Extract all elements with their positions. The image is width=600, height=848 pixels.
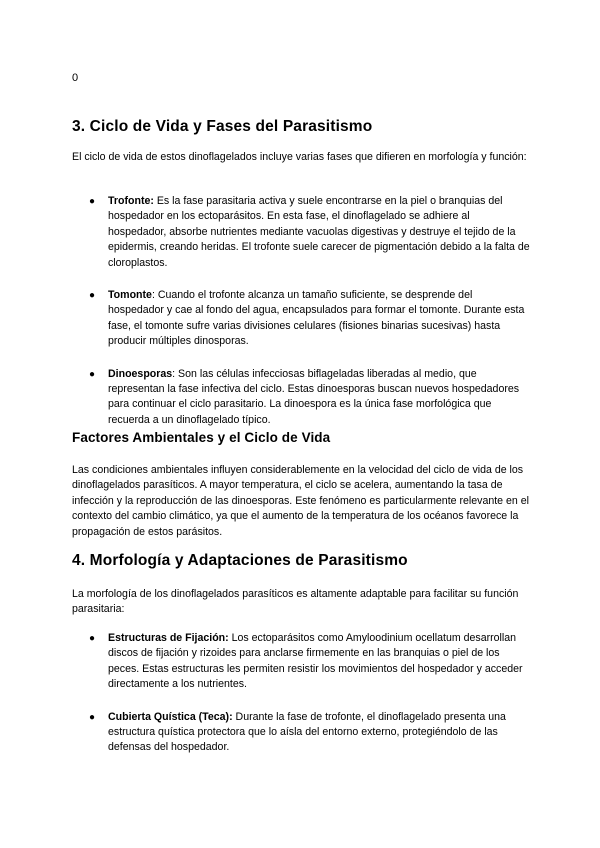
- term-tomonte: Tomonte: [108, 289, 152, 302]
- list-item-dinoesporas: [72, 367, 530, 429]
- list-item-tomonte: [72, 288, 530, 350]
- list-item-trofonte: [72, 194, 530, 271]
- term-dinoesporas: Dinoesporas: [108, 367, 173, 380]
- bullet-icon: ●: [89, 633, 96, 644]
- bullet-icon: ●: [89, 711, 96, 723]
- life-cycle-phase-list: [72, 194, 530, 428]
- description-fijacion: Los ectoparásitos como Amyloodinium ocellatum desarrollan discos de fijación y rizoides para anclarse firmemente en las branquias o piel de los peces. Estas estructuras les permiten resistir los movimientos del hospedador y acceder directamente a los nutrientes.: [108, 632, 523, 691]
- page-number: 0: [72, 72, 79, 84]
- term-trofonte: Trofonte:: [108, 195, 154, 207]
- description-tomonte: : Cuando el trofonte alcanza un tamaño suficiente, se desprende del hospedador y cae al fondo del agua, encapsulados para formar el tomonte. Durante esta fase, el tomonte sufre varias divisiones celulares (fisiones binarias sucesivas) hasta producir múltiples dinosporas.: [108, 289, 525, 348]
- section-3-heading: 3. Ciclo de Vida y Fases del Parasitismo: [72, 118, 373, 135]
- section-3-intro: El ciclo de vida de estos dinoflagelados incluye varias fases que difieren en morfología y función:: [72, 151, 527, 163]
- description-teca: Durante la fase de trofonte, el dinoflagelado presenta una estructura quística protectora que lo aísla del entorno externo, protegiéndolo de las defensas del hospedador.: [108, 710, 506, 754]
- list-item-fijacion: [72, 631, 530, 693]
- term-fijacion: Estructuras de Fijación:: [108, 632, 229, 644]
- description-trofonte: Es la fase parasitaria activa y suele encontrarse en la piel o branquias del hospedador en los ectoparásitos. En esta fase, el dinoflagelado se adhiere al hospedador, absorbe nutrientes mediante vacuolas digestivas y destruye el tejido de la epidermis, creando heridas. El trofonte suele carecer de pigmentación debido a la falta de cloroplastos.: [108, 195, 530, 269]
- description-dinoesporas: : Son las células infecciosas biflageladas liberadas al medio, que representan la fase infectiva del ciclo. Estas dinoesporas buscan nuevos hospedadores para continuar el ciclo parasitario. La dinoespora es la única fase morfológica que recuerda a un dinoflagelado típico.: [108, 367, 520, 426]
- term-teca: Cubierta Quística (Teca):: [108, 710, 233, 723]
- list-item-teca: [72, 710, 530, 756]
- section-4-intro: La morfología de los dinoflagelados parasíticos es altamente adaptable para facilitar su función parasitaria:: [72, 588, 519, 616]
- section-4-heading: 4. Morfología y Adaptaciones de Parasitismo: [72, 552, 408, 569]
- morphology-list: [72, 631, 530, 756]
- bullet-icon: ●: [89, 290, 96, 302]
- bullet-icon: ●: [89, 196, 96, 207]
- factors-paragraph: Las condiciones ambientales influyen considerablemente en la velocidad del ciclo de vida de los dinoflagelados parasíticos. A mayor temperatura, el ciclo se acelera, aumentando la tasa de infección y la reproducción de las dinoesporas. Este fenómeno es particularmente relevante en el contexto del cambio climático, ya que el aumento de la temperatura de los océanos favorece la propagación de estos parásitos.: [72, 464, 529, 538]
- factors-heading: Factores Ambientales y el Ciclo de Vida: [72, 430, 331, 445]
- bullet-icon: ●: [89, 368, 96, 380]
